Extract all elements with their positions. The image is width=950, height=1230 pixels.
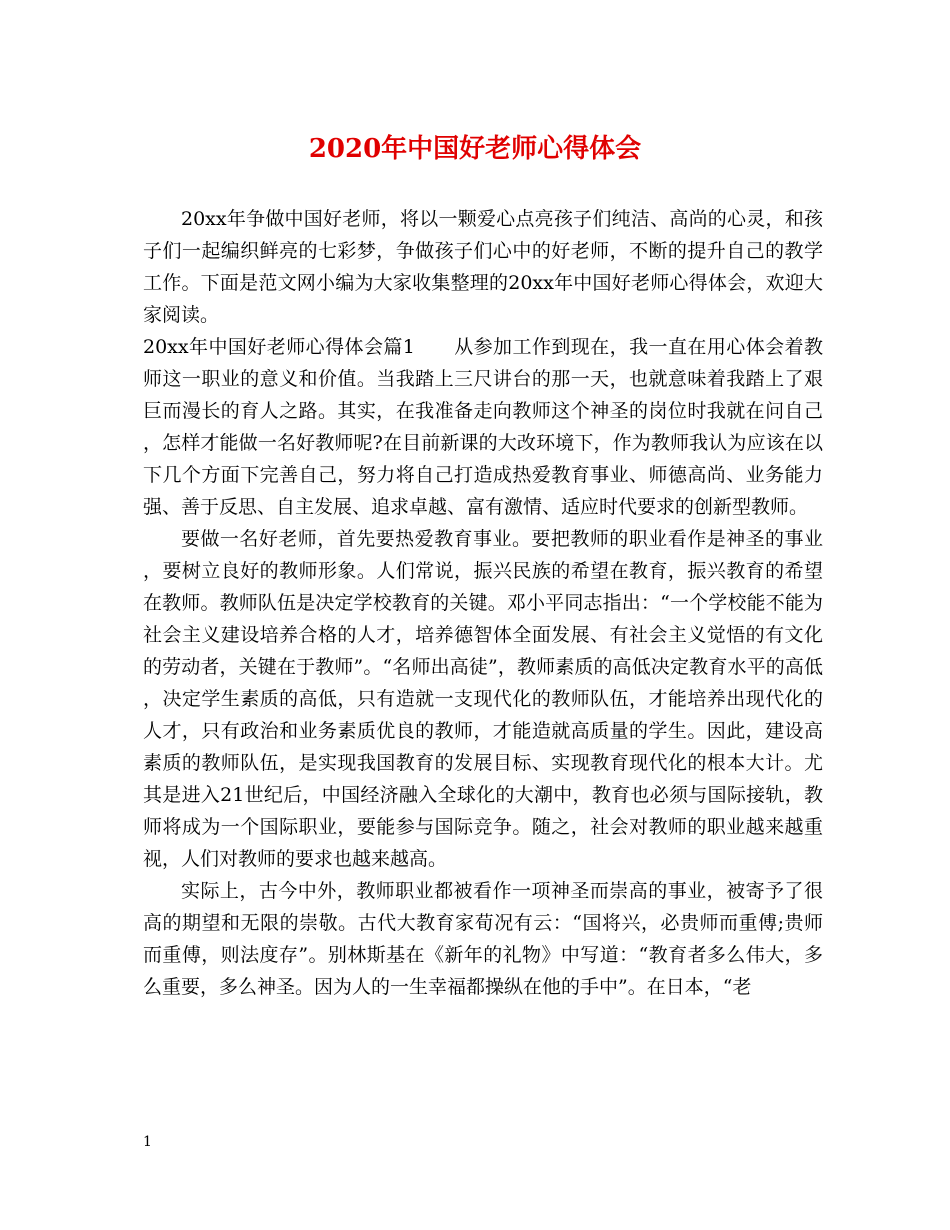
- document-body: [143, 203, 823, 1003]
- page-number: 1: [143, 1134, 152, 1150]
- document-title: 2020年中国好老师心得体会: [308, 134, 642, 164]
- paragraph-teacher-respect: 实际上，古今中外，教师职业都被看作一项神圣而崇高的事业，被寄予了很高的期望和无限的崇敬。古代大教育家荀况有云：“国将兴，必贵师而重傅;贵师而重傅，则法度存”。别林斯基在《新年的礼物》中写道：“教育者多么伟大，多么重要，多么神圣。因为人的一生幸福都操纵在他的手中”。在日本，“老: [143, 880, 823, 998]
- paragraph-love-of-education: 要做一名好老师，首先要热爱教育事业。要把教师的职业看作是神圣的事业，要树立良好的教师形象。人们常说，振兴民族的希望在教育，振兴教育的希望在教师。教师队伍是决定学校教育的关键。邓小平同志指出：“一个学校能不能为社会主义建设培养合格的人才，培养德智体全面发展、有社会主义觉悟的有文化的劳动者，关键在于教师”。“名师出高徒”，教师素质的高低决定教育水平的高低，决定学生素质的高低，只有造就一支现代化的教师队伍，才能培养出现代化的人才，只有政治和业务素质优良的教师，才能造就高质量的学生。因此，建设高素质的教师队伍，是实现我国教育的发展目标、实现教育现代化的根本大计。尤其是进入21世纪后，中国经济融入全球化的大潮中，教育也必须与国际接轨，教师将成为一个国际职业，要能参与国际竞争。随之，社会对教师的职业越来越重视，人们对教师的要求也越来越高。: [143, 528, 823, 870]
- paragraph-section-1: 20xx年中国好老师心得体会篇1 从参加工作到现在，我一直在用心体会着教师这一职业的意义和价值。当我踏上三尺讲台的那一天，也就意味着我踏上了艰巨而漫长的育人之路。其实，在我准备走向教师这个神圣的岗位时我就在问自己，怎样才能做一名好教师呢?在目前新课的大改环境下，作为教师我认为应该在以下几个方面下完善自己，努力将自己打造成热爱教育事业、师德高尚、业务能力强、善于反思、自主发展、追求卓越、富有激情、适应时代要求的创新型教师。: [143, 336, 823, 518]
- paragraph-intro: 20xx年争做中国好老师，将以一颗爱心点亮孩子们纯洁、高尚的心灵，和孩子们一起编织鲜亮的七彩梦，争做孩子们心中的好老师，不断的提升自己的教学工作。下面是范文网小编为大家收集整理的20xx年中国好老师心得体会，欢迎大家阅读。: [143, 208, 823, 326]
